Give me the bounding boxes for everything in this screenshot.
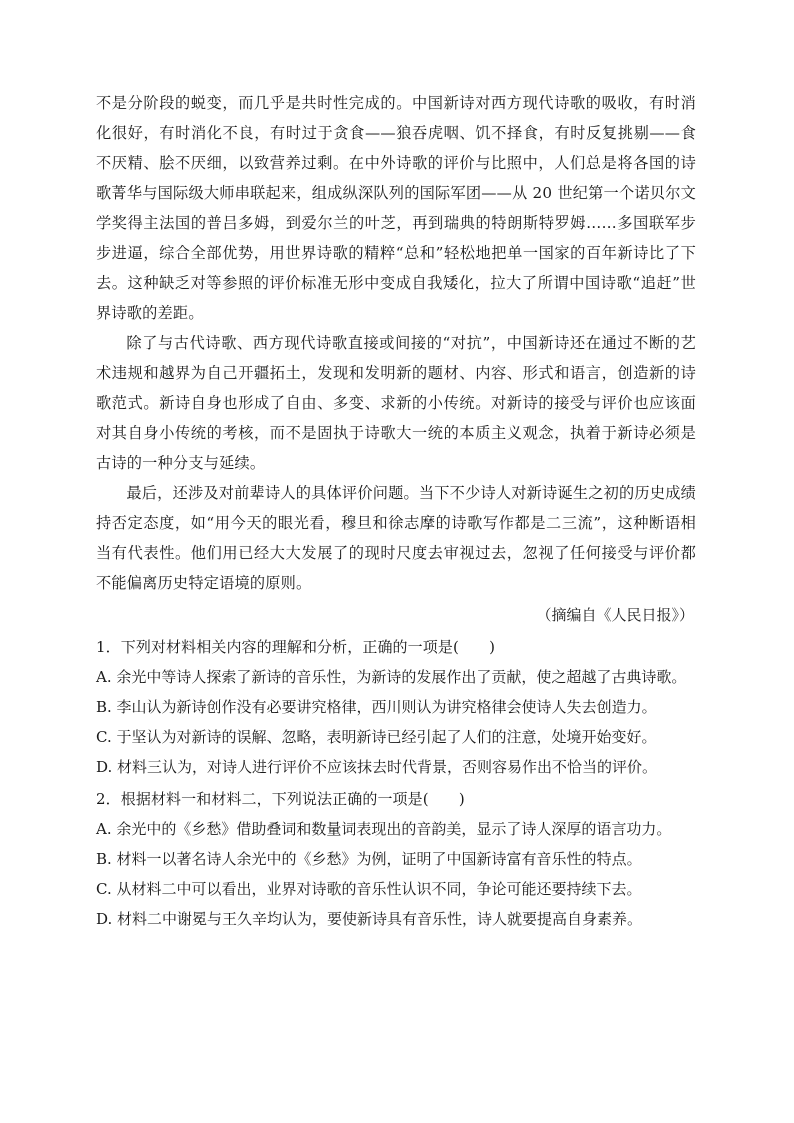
article-paragraph: 除了与古代诗歌、西方现代诗歌直接或间接的“对抗”，中国新诗还在通过不断的艺术违规和越界为自己开疆拓土，发现和发明新的题材、内容、形式和语言，创造新的诗歌范式。新诗自身也形成了自由、多变、求新的小传统。对新诗的接受与评价也应该面对其自身小传统的考核，而不是固执于诗歌大一统的本质主义观念，执着于新诗必须是古诗的一种分支与延续。 xyxy=(96,334,696,472)
question-2 xyxy=(96,784,696,934)
article-paragraph: 最后，还涉及对前辈诗人的具体评价问题。当下不少诗人对新诗诞生之初的历史成绩持否定态度，如“用今天的眼光看，穆旦和徐志摩的诗歌写作都是二三流”，这种断语相当有代表性。他们用已经大大发展了的现时尺度去审视过去，忽视了任何接受与评价都不能偏离历史特定语境的原则。 xyxy=(96,484,696,592)
article-body xyxy=(96,88,696,598)
question-option-d: D. 材料三认为，对诗人进行评价不应该抹去时代背景，否则容易作出不恰当的评价。 xyxy=(96,758,658,776)
question-option-d: D. 材料二中谢冕与王久辛均认为，要使新诗具有音乐性，诗人就要提高自身素养。 xyxy=(96,910,643,928)
article-paragraph: 不是分阶段的蜕变，而几乎是共时性完成的。中国新诗对西方现代诗歌的吸收，有时消化很好，有时消化不良，有时过于贪食——狼吞虎咽、饥不择食，有时反复挑剔——食不厌精、脍不厌细，以致营养过剩。在中外诗歌的评价与比照中，人们总是将各国的诗歌菁华与国际级大师串联起来，组成纵深队列的国际军团——从 20 世纪第一个诺贝尔文学奖得主法国的普吕多姆，到爱尔兰的叶芝，再到瑞典的特朗斯特罗姆……多国联军步步进逼，综合全部优势，用世界诗歌的精粹“总和”轻松地把单一国家的百年新诗比了下去。这种缺乏对等参照的评价标准无形中变成自我矮化，拉大了所谓中国诗歌“追赶”世界诗歌的差距。 xyxy=(96,94,696,322)
question-option-b: B. 材料一以著名诗人余光中的《乡愁》为例，证明了中国新诗富有音乐性的特点。 xyxy=(96,850,642,868)
question-option-c: C. 于坚认为对新诗的误解、忽略，表明新诗已经引起了人们的注意，处境开始变好。 xyxy=(96,728,657,746)
document-page xyxy=(96,88,696,934)
question-option-c: C. 从材料二中可以看出，业界对诗歌的音乐性认识不同，争论可能还要持续下去。 xyxy=(96,880,642,898)
question-stem: 2．根据材料一和材料二，下列说法正确的一项是( ) xyxy=(96,790,465,808)
question-option-a: A. 余光中等诗人探索了新诗的音乐性，为新诗的发展作出了贡献，使之超越了古典诗歌。 xyxy=(96,668,687,686)
question-1 xyxy=(96,632,696,782)
question-option-a: A. 余光中的《乡愁》借助叠词和数量词表现出的音韵美，显示了诗人深厚的语言功力。 xyxy=(96,820,672,838)
question-stem: 1．下列对材料相关内容的理解和分析，正确的一项是( ) xyxy=(96,638,496,656)
question-option-b: B. 李山认为新诗创作没有必要讲究格律，西川则认为讲究格律会使诗人失去创造力。 xyxy=(96,698,657,716)
article-source: （摘编自《人民日报》） xyxy=(536,606,694,624)
